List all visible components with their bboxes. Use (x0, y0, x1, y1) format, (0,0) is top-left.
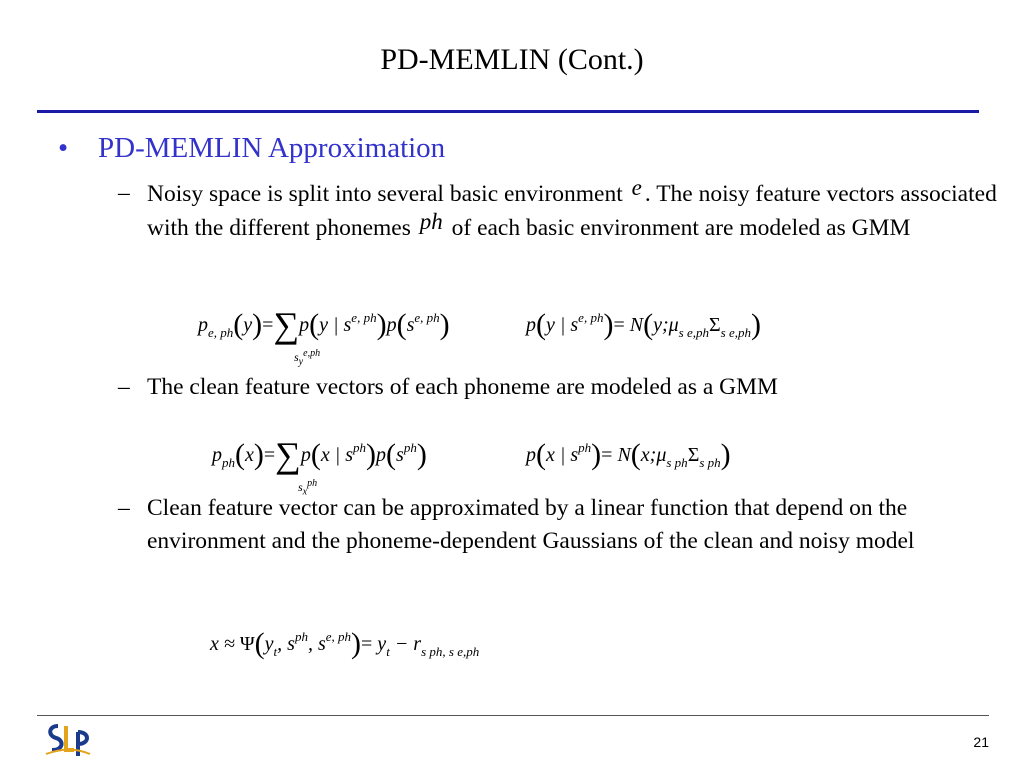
symbol-ph: ph (419, 209, 443, 234)
sub-item-text: The clean feature vectors of each phoneme are modeled as a GMM (147, 374, 778, 400)
bullet-marker: • (58, 132, 69, 164)
sub-item-2 (118, 371, 998, 405)
sub-item-3 (118, 492, 998, 592)
sub-item-1 (118, 177, 998, 277)
equation-2: p(y | $s^{e, ph})=$ $N(y;\mu_{s e,ph}\Sigma_{s e,ph})$ (526, 308, 761, 341)
equation-1: $p_{e, ph}(y)=\sum p(y$ | $s^{e, ph})p(s^{e, ph})$ $s_y^{e,ph}$ (198, 305, 450, 368)
sub-item-marker: – (118, 374, 130, 400)
slide-title: PD-MEMLIN (Cont.) (380, 43, 644, 76)
equation-4: p(x | $s^{ph})=$ $N(x;\mu_{s ph}\Sigma_{s ph})$ (526, 438, 731, 471)
sub-item-marker: – (118, 180, 130, 206)
page-number: 21 (973, 734, 989, 750)
sub-item-text: Clean feature vector can be approximated by a linear function that depend on the environment and the phoneme-dependent Gaussians of the clean and noisy model (147, 495, 915, 554)
title-divider (37, 110, 979, 113)
sub-item-text: Noisy space is split into several basic environment e . The noisy feature vectors associated with the different phonemes ph of each basic environment are modeled as GMM (147, 175, 997, 241)
footer-divider (37, 715, 989, 716)
bullet-text: PD-MEMLIN Approximation (98, 132, 446, 164)
equation-5: $x \approx \Psi(y_t$, $s^{ph}$, $s^{e, ph})= y_t - r_{s ph, s e,ph}$ (210, 627, 480, 660)
sub-item-marker: – (118, 495, 130, 521)
bullet-item (58, 130, 445, 166)
symbol-e: e (631, 175, 642, 200)
equation-3: $p_{ph}(x)=\sum p(x$ | $s^{ph})p(s^{ph})$ $s_x^{ph}$ (212, 435, 427, 498)
slp-logo (42, 720, 94, 760)
